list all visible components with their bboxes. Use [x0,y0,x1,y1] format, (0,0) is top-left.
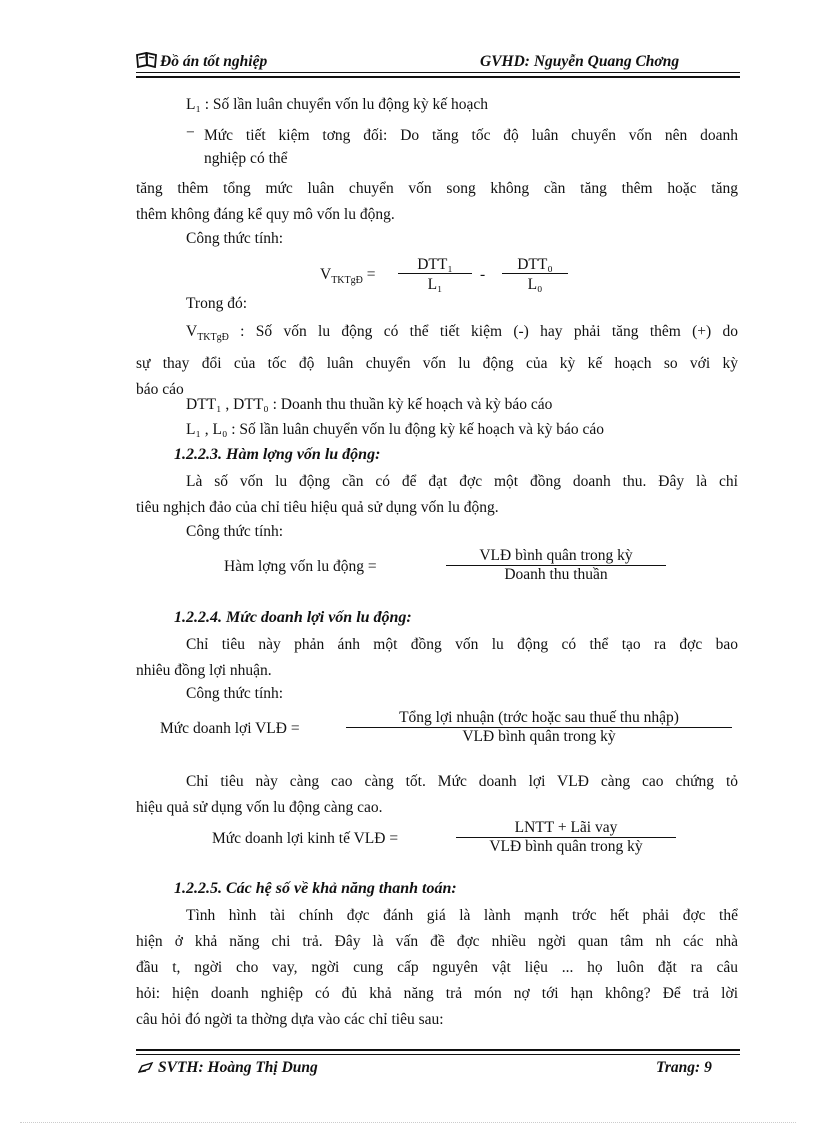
footer-page-number: Trang: 9 [656,1059,712,1076]
book-icon [136,52,158,73]
fraction-denominator: Doanh thu thuần [504,566,608,583]
formula-lhs: Hàm lợng vốn lu động = [224,558,377,575]
minus-sign: - [480,266,486,283]
section-heading: 1.2.2.3. Hàm lợng vốn lu động: [174,446,381,463]
fraction-bar [502,273,568,274]
formula-lhs: $V_{TKTgĐ}$ = [320,266,376,287]
pen-icon [138,1061,154,1079]
fraction-bar [398,273,472,274]
formula-lhs: Mức doanh lợi VLĐ = [160,720,300,737]
paragraph-content: Tình hình tài chính đợc đánh giá là lành mạnh trớc hết phải đợc thể hiện ở khả năng chi trả. Đây là vấn đề đợc nhiều ngời quan tâm nh các nhà đầu t, ngời cho vay, ngời cung cấp nguyên vật liệu ... họ luôn đặt ra câu hỏi: hiện doanh nghiệp có đủ khả năng trả món nợ tới hạn không? Để trả lời câu hỏi đó ngời ta thờng dựa vào các chỉ tiêu sau: [136,907,738,1028]
bullet-text-cont: nghiệp có thể [204,150,288,167]
fraction-denominator: L₁ [427,276,443,293]
formula-label: Công thức tính: [186,230,284,247]
fraction-numerator: DTT₀ [517,256,553,273]
fraction-numerator: VLĐ bình quân trong kỳ [479,547,633,564]
section-heading: 1.2.2.5. Các hệ số về khả năng thanh toán: [174,880,457,897]
section-heading: 1.2.2.4. Mức doanh lợi vốn lu động: [174,609,412,626]
header-rule [136,72,740,78]
paragraph-savings: tăng thêm tổng mức luân chuyển vốn song không cần tăng thêm hoặc tăng thêm không đáng kể quy mô vốn lu động. [136,180,738,223]
footer-student: SVTH: Hoàng Thị Dung [158,1059,318,1076]
bullet-text: Mức tiết kiệm tơng đối: Do tăng tốc độ luân chuyển vốn nên doanh [204,127,738,144]
formula-label: Công thức tính: [186,685,284,702]
footer-rule [136,1049,740,1055]
fraction-numerator: DTT₁ [417,256,453,273]
fraction-denominator: L₀ [527,276,543,293]
paragraph-content: Là số vốn lu động cần có để đạt đợc một đồng doanh thu. Đây là chỉ tiêu nghịch đảo của chỉ tiêu hiệu quả sử dụng vốn lu động. [136,473,738,516]
fraction-numerator: Tổng lợi nhuận (trớc hoặc sau thuế thu nhập) [399,709,679,726]
header-supervisor: GVHD: Nguyễn Quang Chơng [480,53,680,70]
fraction-denominator: VLĐ bình quân trong kỳ [489,838,643,855]
vtk-definition: $V_{TKTgĐ}$ : Số vốn lu động có thể tiết kiệm (-) hay phải tăng thêm (+) do sự thay đổi của tốc độ luân chuyển vốn lu động của kỳ kế hoạch so với kỳ báo cáo [136,323,738,399]
fraction-numerator: LNTT + Lãi vay [514,819,618,836]
formula-lhs: Mức doanh lợi kinh tế VLĐ = [212,830,399,847]
fraction-denominator: VLĐ bình quân trong kỳ [462,728,616,745]
l1-definition: L₁ : Số lần luân chuyển vốn lu động kỳ kế hoạch [186,96,489,113]
formula-label: Công thức tính: [186,523,284,540]
l-definition: L₁ , L₀ : Số lần luân chuyển vốn lu động kỳ kế hoạch và kỳ báo cáo [186,421,605,438]
bullet-dash: − [186,124,195,141]
dtt-definition: DTT₁ , DTT₀ : Doanh thu thuần kỳ kế hoạch và kỳ báo cáo [186,396,553,413]
paragraph-content: Chỉ tiêu này càng cao càng tốt. Mức doanh lợi VLĐ càng cao chứng tỏ hiệu quả sử dụng vốn lu động càng cao. [136,773,738,816]
paragraph-content: Chỉ tiêu này phản ánh một đồng vốn lu động có thể tạo ra đợc bao nhiêu đồng lợi nhuận. [136,636,738,679]
where-label: Trong đó: [186,295,248,312]
header-title: Đồ án tốt nghiệp [160,53,268,70]
